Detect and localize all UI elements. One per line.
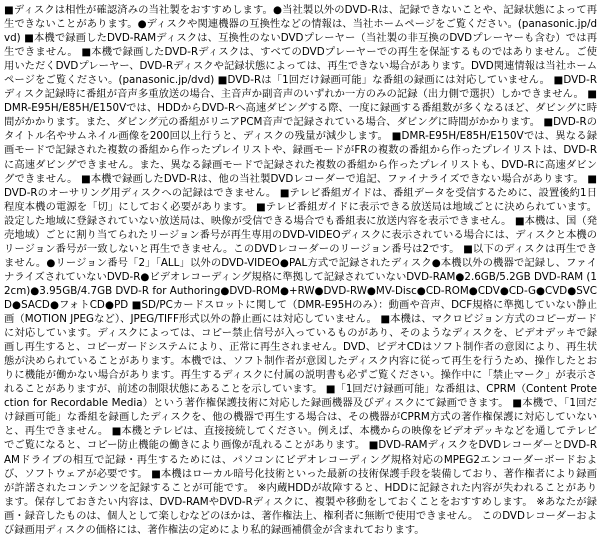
notice-segment: ■DVD-Rは「1回だけ録画可能」な番組の録画には対応していません。 [217,74,551,87]
notice-segment: ■本機は、マクロビジョン方式のコピーガードに対応しています。ディスクによっては、コピー禁止信号が入っているものがあり、そのようなディスクを、ビデオデッキで録画し再生すると、コピーガードシステムにより、正常に再生されません。DVD、ビデオCDはソフト制作者の意図により、再生状態が決められていることがあります。本機では、ソフト制作者が意図したディスク内容に従って再生を行うため、操作したとおりに機能が働かない場合があります。再生するディスクに付属の説明書も必ずご覧ください。操作中に「禁止マーク」が表示されることがありますが、前述の制限状態にあることを示しています。 [4,313,598,396]
notice-segment: ■本機で録画したDVD-RAMディスクは、互換性のないDVDプレーヤー（当社製の非互換のDVDプレーヤーも含む）では再生できません。 [4,32,597,59]
notice-segment: ■DMR-E95H/E85H/E150Vでは、HDDからDVD-Rへ高速ダビングする際、一度に録画する番組数が多くなるほど、ダビングに時間がかかります。また、ダビング元の番組がリニアPCM音声で記録されている場合、ダビングに時間がかかります。 [4,88,597,129]
notice-segment: このDVDレコーダーおよび録画用ディスクの価格には、著作権法の定めにより私的録画補償金が含まれております。 [4,509,597,536]
notice-segment: ■ディスクは相性が確認済みの当社製をおすすめします。●当社製以外のDVD-Rは、記録できないことや、記録状態によって再生できないことがあります。●ディスクや関連機器の互換性などの情報は、当社ホームページをご覧ください。(panasonic.jp/dvd) [4,4,597,45]
notice-segment: ■本機で、「1回だけ録画可能」な番組を録画したディスクを、他の機器で再生する場合は、その機器がCPRM方式の著作権保護に対応していないと、再生できません。 [4,397,597,438]
notice-segment: ■DVD-Rのオーサリング用ディスクへの記録はできません。 [4,172,597,199]
notice-segment: ※内蔵HDDが故障すると、HDDに記録された内容が失われることがあります。保存しておきたい内容は、DVD-RAMやDVD-Rディスクに、複製や移動をしておくことをおすすめします。 [4,481,597,508]
notice-segment: ■DMR-E95H/E85H/E150Vでは、異なる録画モードで記録された複数の番組から作ったプレイリストや、録画モードがFRの複数の番組から作ったプレイリストは、DVD-Rに高速ダビングできません。また、異なる録画モードで記録された複数の番組から作ったプレイリストも、DVD-Rに高速ダビングできません。 [4,130,598,185]
notice-segment: ■本機で録画したDVD-Rは、他の当社製DVDレコーダーで追記、ファイナライズできない場合があります。 [81,172,584,185]
notice-segment: ■テレビ番組ガイドに表示できる放送局は地域ごとに決められています。設定した地域に登録されていない放送局は、映像が受信できる場合でも番組表に放送内容を表示できません。 [4,200,597,227]
notice-segment: ■本機で録画したDVD-Rディスクは、すべてのDVDプレーヤーでの再生を保証するものではありません。ご使用いただくDVDプレーヤー、DVD-Rディスクや記録状態によっては、再生できない場合があります。DVD関連情報は当社ホームページをご覧ください。(panasonic.jp/dvd) [4,46,597,87]
notice-segment: ■SD/PCカードスロットに関して（DMR-E95Hのみ）：動画や音声、DCF規格に準拠していない静止画（MOTION JPEGなど）、JPEG/TIFF形式以外の静止画には対応していません。 [4,298,597,326]
notice-segment: ■本機はローカル暗号化技術といった最新の技術保護手段を装備しており、著作権者により録画が許諾されたコンテンツを記録することが可能です。 [4,467,597,494]
notice-text-block [4,3,597,537]
notice-segment: ■本機とテレビは、直接接続してください。例えば、本機からの映像をビデオデッキなどを通してテレビでご覧になると、コピー防止機能の働きにより画像が乱れることがあります。 [4,425,597,452]
notice-segment: ■「1回だけ録画可能」な番組は、CPRM（Content Protection for Recordable Media）という著作権保護技術に対応した録画機器及びディスクにて録画できます。 [4,383,597,410]
notice-segment: ■DVD-Rのタイトル名やサムネイル画像を200回以上行うと、ディスクの残量が減少します。 [4,116,597,143]
notice-segment: ■以下のディスクは再生できません。●リージョン番号「2」「ALL」以外のDVD-VIDEO●PAL方式で記録されたディスク●本機以外の機器で記録し、ファイナライズされていないDVD-R●ビデオレコーディング規格に準拠して記録されていないDVD-RAM●2.6GB/5.2GB DVD-RAM (12cm)●3.95GB/4.7GB DVD-R for Authoring●DVD-ROM●+RW●DVD-RW●MV-Disc●CD-ROM●CDV●CD-G●CVD●SVCD●SACD●フォトCD●PD [4,242,597,311]
notice-segment: ■DVD-RAMディスクをDVDレコーダーとDVD-RAMドライブの相互で記録・再生するためには、パソコンにビデオレコーディング規格対応のMPEG2エンコーダーボードおよび、ソフトウェアが必要です。 [4,439,597,480]
notice-segment: ■DVD-Rディスク記録時に番組が音声多重放送の場合、主音声か副音声のいずれか一方のみの記録（出力側で選択）しかできません。 [4,74,597,101]
notice-segment: ■テレビ番組ガイドは、番組データを受信するために、設置後約1日程度本機の電源を「切」にしておく必要があります。 [4,186,597,213]
notice-segment: ※あなたが録画・録音したものは、個人として楽しむなどのほかは、著作権法上、権利者に無断で使用できません。 [4,495,597,522]
notice-segment: ■本機は、国（発売地域）ごとに割り当てられたリージョン番号が再生専用のDVD-VIDEOディスクに表示されている場合には、ディスクと本機のリージョン番号が一致しないと再生できません。このDVDレコーダーのリージョン番号は2です。 [4,214,597,255]
